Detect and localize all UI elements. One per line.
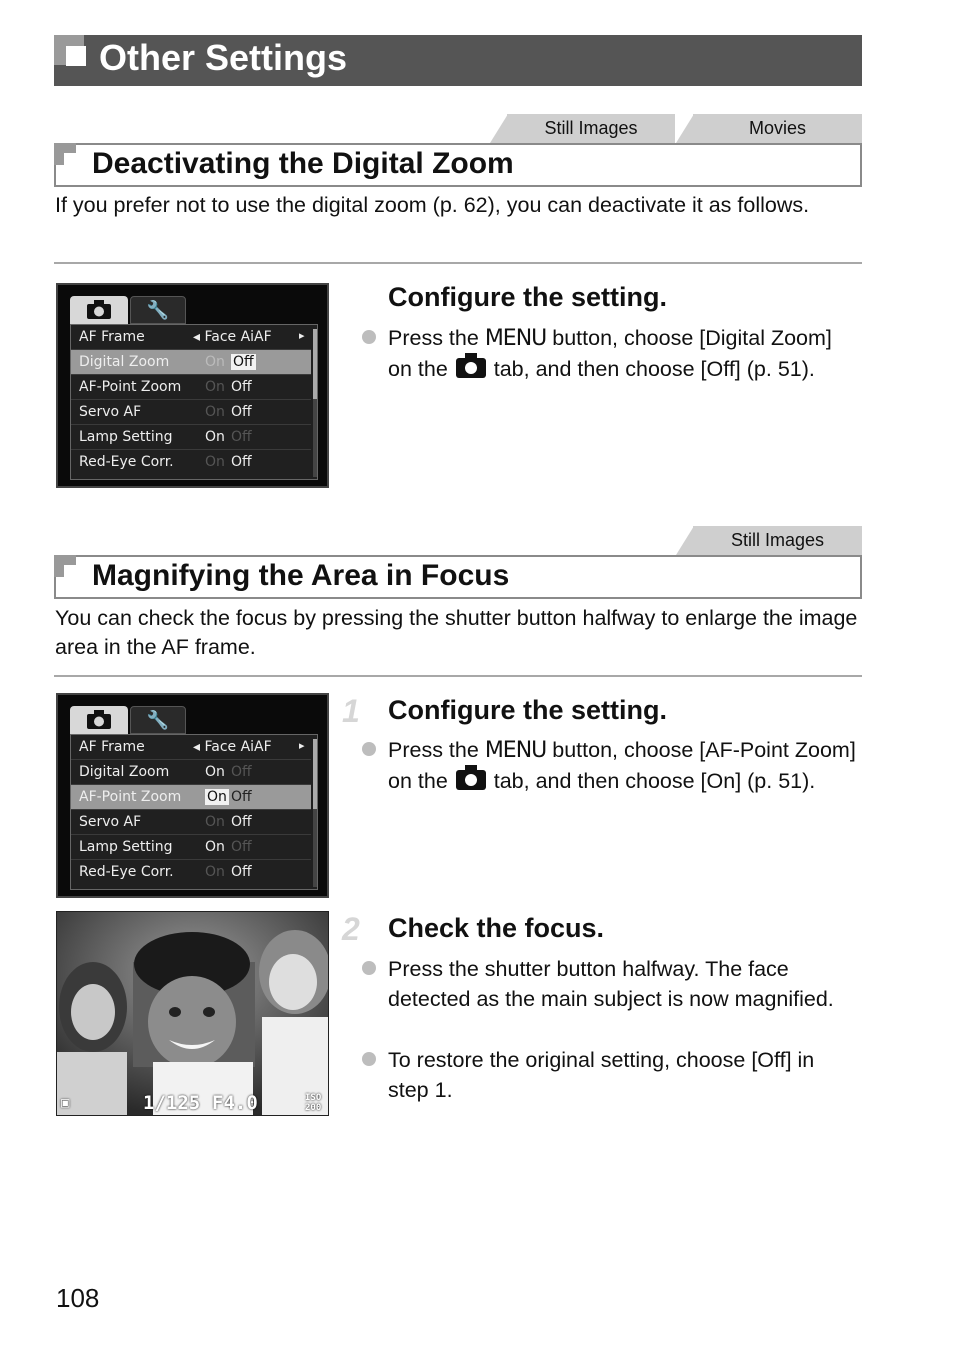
lcd-row-selected: Digital Zoom On Off: [71, 350, 311, 375]
lcd-row: Red-Eye Corr. On Off: [79, 864, 252, 880]
menu-button-label: MENU: [484, 738, 547, 763]
lcd-row: AF Frame ◂ Face AiAF ▸: [71, 325, 311, 350]
tab-still-images: Still Images: [507, 114, 675, 143]
section-marker-inner: [64, 153, 78, 167]
section-title: Magnifying the Area in Focus: [92, 559, 510, 592]
camera-tab-icon: [70, 706, 128, 734]
camera-menu-screenshot: [56, 693, 329, 898]
shutter-speed: 1/125: [143, 1092, 201, 1114]
tools-tab-icon: 🔧: [130, 296, 186, 324]
chapter-marker-inner: [66, 46, 86, 66]
lcd-row-selected: AF-Point Zoom On Off: [71, 785, 311, 810]
menu-button-label: MENU: [484, 326, 547, 351]
section-header: [54, 143, 862, 187]
tab-skew: [676, 526, 694, 555]
lcd-row: Servo AF On Off: [71, 400, 311, 425]
bullet-icon: [362, 961, 376, 975]
lcd-scrollbar-thumb: [313, 739, 317, 809]
step-title: Configure the setting.: [388, 282, 667, 312]
bullet-icon: [362, 742, 376, 756]
lcd-scrollbar-thumb: [313, 329, 317, 399]
section-header: [54, 555, 862, 599]
step-number: 2: [342, 911, 360, 947]
lcd-row: Digital Zoom On Off: [71, 760, 311, 785]
section-intro: If you prefer not to use the digital zoom (p. 62), you can deactivate it as follows.: [55, 193, 810, 217]
chapter-title: Other Settings: [99, 37, 348, 78]
step-instruction: Press the shutter button halfway. The face detected as the main subject is now magnified.: [388, 957, 834, 1011]
camera-tab-icon: [70, 296, 128, 324]
section-marker-inner: [64, 565, 78, 579]
step-title: Configure the setting.: [388, 695, 667, 725]
page-number: 108: [56, 1283, 100, 1313]
step-title: Check the focus.: [388, 913, 605, 943]
magnified-focus-photo: [56, 911, 329, 1116]
tab-still-images: Still Images: [693, 526, 862, 555]
section-title: Deactivating the Digital Zoom: [92, 147, 514, 180]
lcd-row: Lamp Setting On Off: [71, 425, 311, 450]
step-instruction: Press the MENU button, choose [AF-Point Zoom] on the tab, and then choose [On] (p. 51).: [388, 738, 856, 793]
camera-menu-screenshot: [56, 283, 329, 488]
tab-skew: [490, 114, 508, 143]
bullet-icon: [362, 330, 376, 344]
lcd-menu-list: [70, 324, 318, 480]
divider: [54, 262, 862, 264]
step-instruction: Press the MENU button, choose [Digital Zoom] on the tab, and then choose [Off] (p. 51).: [388, 326, 832, 381]
aperture-value: F4.0: [212, 1092, 258, 1114]
divider: [54, 675, 862, 677]
tools-tab-icon: 🔧: [130, 706, 186, 734]
tab-skew: [676, 114, 694, 143]
lcd-row: Lamp Setting On Off: [71, 835, 311, 860]
camera-icon: [456, 358, 486, 378]
lcd-row: Red-Eye Corr. On Off: [79, 454, 252, 470]
tab-movies: Movies: [693, 114, 862, 143]
lcd-row: AF-Point Zoom On Off: [71, 375, 311, 400]
iso-indicator: ISO 200: [305, 1093, 322, 1113]
lcd-menu-list: [70, 734, 318, 890]
lcd-row: AF Frame ◂ Face AiAF ▸: [71, 735, 311, 760]
section-intro: You can check the focus by pressing the shutter button halfway to enlarge the image area in the AF frame.: [55, 606, 858, 659]
lcd-row: Servo AF On Off: [71, 810, 311, 835]
bullet-icon: [362, 1052, 376, 1066]
camera-mode-icon: ▣: [61, 1095, 70, 1111]
step-number: 1: [342, 693, 360, 729]
camera-icon: [456, 770, 486, 790]
step-instruction: To restore the original setting, choose [Off] in step 1.: [388, 1048, 815, 1102]
